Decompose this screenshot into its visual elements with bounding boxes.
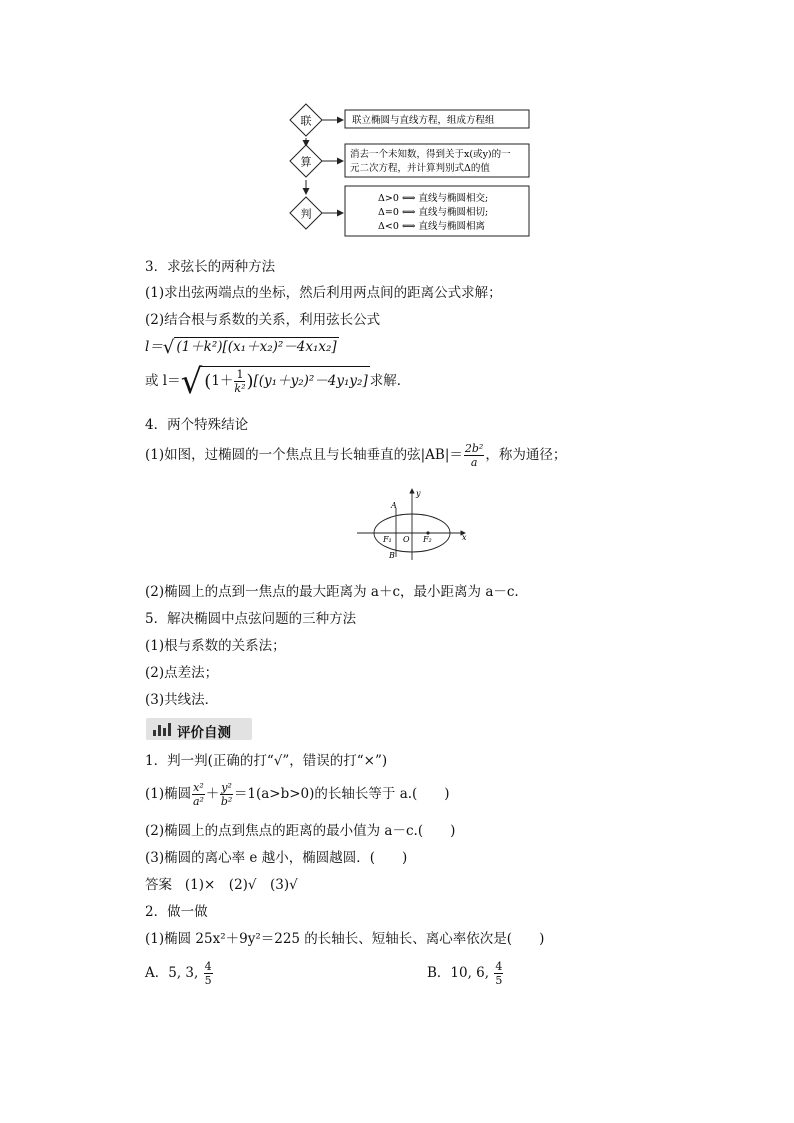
node-lian: 联 [300, 114, 312, 128]
q1-frac2-den: b² [220, 795, 233, 808]
section-5-item-3: (3)共线法． [145, 692, 219, 708]
chord-length-formula-2: 或 l＝√ (1＋ $\frac{1}{\text{k²}}$ )[(y₁＋y₂)²－4y₁y₂] 求解． [145, 362, 411, 402]
option-b [427, 961, 504, 986]
option-a-den: 5 [204, 974, 212, 987]
label-x: x [462, 533, 467, 542]
formula-2-tail: [(y₁＋y₂)²－4y₁y₂] [253, 373, 368, 389]
q2-heading: 2．做一做 [145, 904, 208, 920]
option-b-den: 5 [495, 974, 503, 987]
q1-frac2-num: y² [221, 781, 232, 794]
label-f1: F₁ [383, 535, 392, 544]
latus-rectum-text: (1)如图，过椭圆的一个焦点且与长轴垂直的弦|AB|＝ [145, 447, 463, 463]
label-o: O [403, 535, 410, 544]
q1-item-1-pre: (1)椭圆 [145, 786, 192, 802]
option-a-num: 4 [204, 960, 212, 973]
q1-item-1-post: ＝1(a>b>0)的长轴长等于 a.( ) [233, 786, 450, 802]
q1-item-1 [145, 782, 450, 807]
flow-box-3-line3: Δ<0 ⟺ 直线与椭圆相离 [378, 221, 486, 232]
q1-heading: 1．判一判(正确的打“√”，错误的打“×”) [145, 753, 388, 769]
bar-chart-icon [152, 722, 172, 737]
label-f2: F₂ [423, 535, 432, 544]
chord-length-formula-1: l＝√ (1＋k²)[(x₁＋x₂)²－4x₁x₂] [145, 337, 337, 358]
section-5-heading: 5．解决椭圆中点弦问题的三种方法 [145, 611, 357, 627]
section-3-item-2: (2)结合根与系数的关系，利用弦长公式 [145, 312, 381, 328]
q1-item-3: (3)椭圆的离心率 e 越小，椭圆越圆．( ) [145, 850, 408, 866]
q1-frac1-den: a² [192, 795, 204, 808]
latus-rectum-num: 2b² [464, 442, 484, 455]
latus-rectum-den: a [470, 456, 478, 469]
flow-box-2-line2: 元二次方程，并计算判别式Δ的值 [350, 163, 490, 174]
answer-text: (1)× (2)√ (3)√ [184, 877, 298, 893]
flow-box-2-line1: 消去一个未知数，得到关于x(或y)的一 [350, 149, 511, 160]
q2-item-1: (1)椭圆 25x²＋9y²＝225 的长轴长、短轴长、离心率依次是( ) [145, 931, 545, 947]
option-a [145, 961, 214, 986]
option-b-text: B．10, 6, [427, 965, 494, 981]
q1-frac1-num: x² [193, 781, 204, 794]
latus-rectum-post: ，称为通径； [485, 447, 567, 463]
label-b: B [389, 551, 395, 560]
label-a: A [391, 501, 397, 510]
flowchart [285, 100, 535, 240]
section-5-item-1: (1)根与系数的关系法； [145, 638, 286, 654]
formula-2-one: 1＋ [211, 373, 234, 389]
q1-plus: ＋ [205, 786, 220, 802]
formula-1-body: (1＋k²)[(x₁＋x₂)²－4x₁x₂] [176, 339, 337, 355]
option-a-text: A．5, 3, [145, 965, 203, 981]
formula-1-lhs: l＝ [145, 339, 163, 355]
node-pan: 判 [300, 207, 312, 221]
flow-box-3-line2: Δ=0 ⟺ 直线与椭圆相切; [378, 207, 489, 218]
q1-answer [145, 876, 298, 894]
formula-2-prefix: 或 l＝ [145, 373, 181, 389]
section-4-heading: 4．两个特殊结论 [145, 417, 249, 433]
section-4-item-1 [145, 443, 566, 468]
section-5-item-2: (2)点差法； [145, 665, 219, 681]
formula-2-den: k² [234, 382, 246, 395]
formula-2-suffix: 求解． [369, 373, 411, 389]
section-4-item-2: (2)椭圆上的点到一焦点的最大距离为 a＋c，最小距离为 a－c. [145, 584, 519, 600]
answer-label: 答案 [145, 877, 172, 893]
self-test-title: 评价自测 [177, 725, 231, 741]
ellipse-figure [355, 484, 475, 564]
flow-box-1-text: 联立椭圆与直线方程，组成方程组 [352, 115, 495, 126]
label-y: y [416, 489, 421, 498]
option-b-num: 4 [495, 960, 503, 973]
q1-item-2: (2)椭圆上的点到焦点的距离的最小值为 a－c.( ) [145, 823, 456, 839]
section-3-item-1: (1)求出弦两端点的坐标，然后利用两点间的距离公式求解； [145, 285, 502, 301]
node-suan: 算 [300, 155, 312, 169]
flow-box-3-line1: Δ>0 ⟺ 直线与椭圆相交; [378, 193, 489, 204]
formula-2-num: 1 [234, 369, 245, 382]
section-3-heading: 3．求弦长的两种方法 [145, 259, 276, 275]
